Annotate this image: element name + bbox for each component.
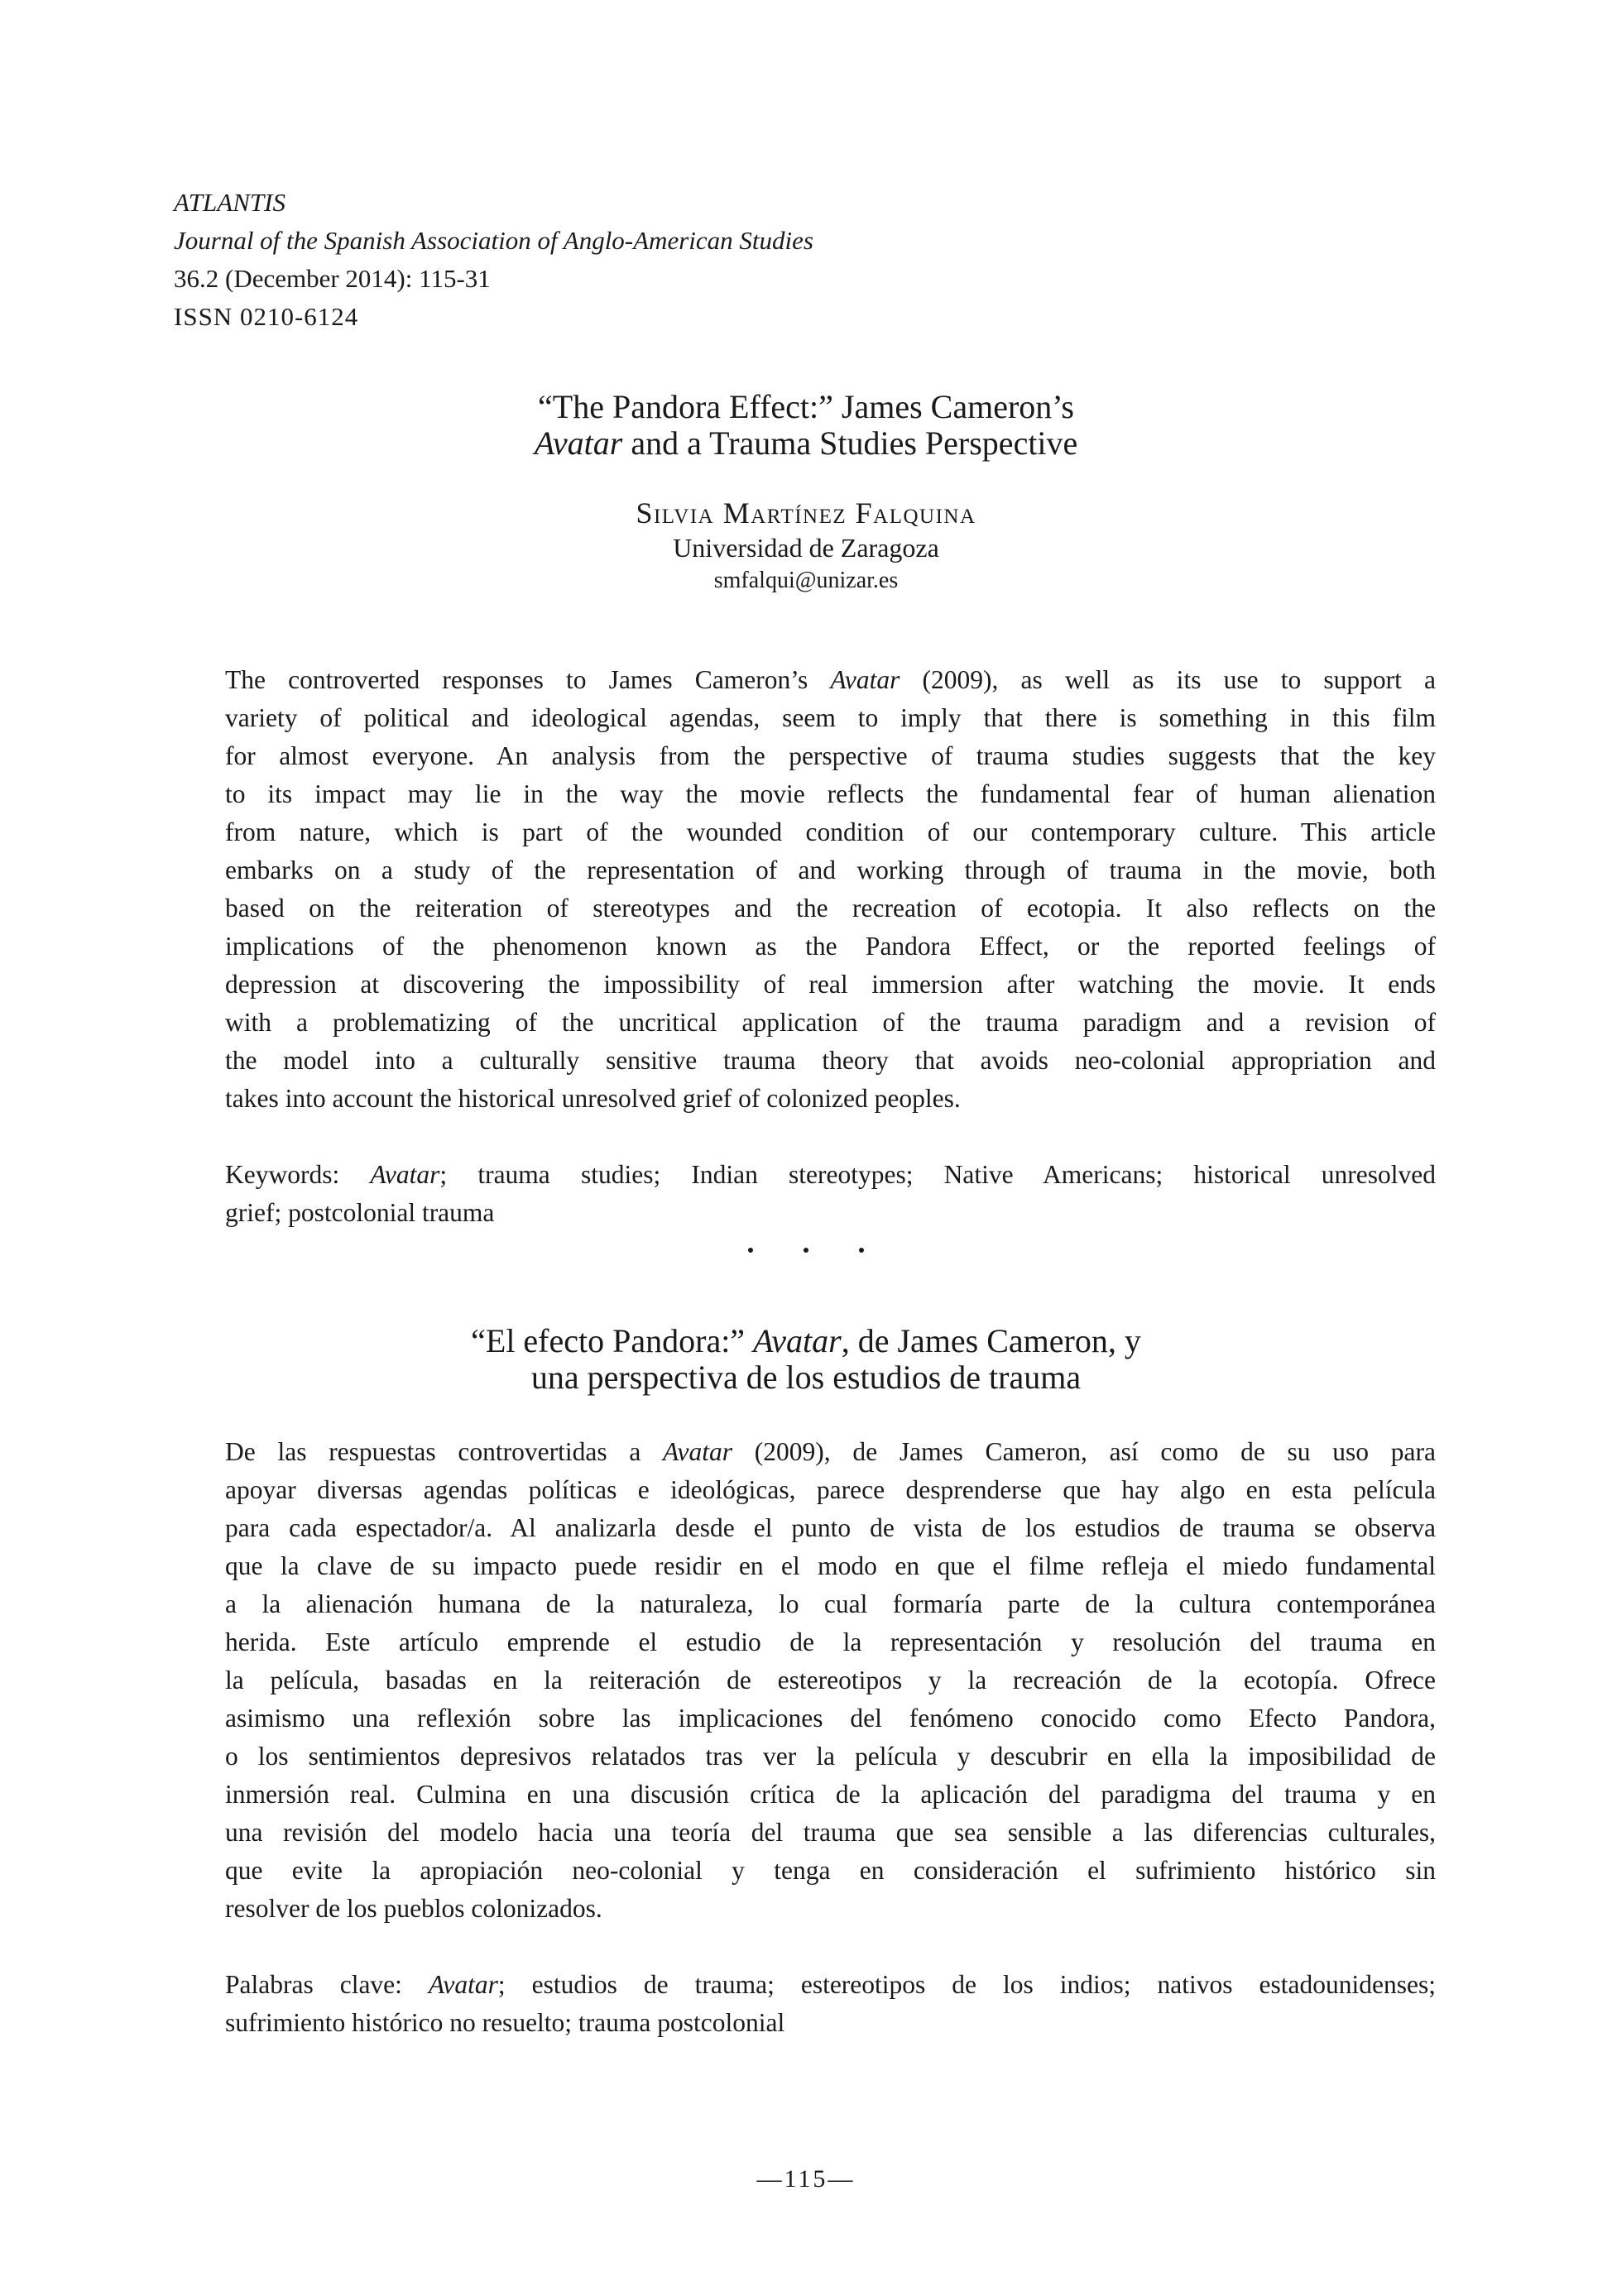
text-line bbox=[225, 661, 1436, 699]
text-segment: grief; postcolonial trauma bbox=[225, 1198, 495, 1227]
italic-title-segment: Avatar bbox=[830, 665, 900, 694]
text-line bbox=[225, 1623, 1436, 1661]
text-line bbox=[225, 1776, 1436, 1814]
title-en-line2 bbox=[392, 425, 1220, 462]
text-segment: ; trauma studies; Indian stereotypes; Native Americans; historical unresolved bbox=[439, 1160, 1436, 1189]
text-segment: the model into a culturally sensitive trauma theory that avoids neo-colonial appropriation and bbox=[225, 1046, 1436, 1075]
text-line bbox=[225, 1042, 1436, 1080]
text-segment: to its impact may lie in the way the movie reflects the fundamental fear of human alienation bbox=[225, 779, 1436, 808]
text-segment: based on the reiteration of stereotypes and the recreation of ecotopia. It also reflects on the bbox=[225, 894, 1436, 923]
text-segment: with a problematizing of the uncritical application of the trauma paradigm and a revision of bbox=[225, 1008, 1436, 1037]
italic-title-segment: Avatar bbox=[663, 1437, 733, 1466]
article-title-es bbox=[392, 1323, 1220, 1396]
text-segment: a la alienación humana de la naturaleza, lo cual formaría parte de la cultura contemporánea bbox=[225, 1589, 1436, 1618]
journal-issn: ISSN 0210-6124 bbox=[174, 302, 359, 331]
journal-issue: 36.2 (December 2014): 115-31 bbox=[174, 264, 491, 293]
text-segment: Palabras clave: bbox=[225, 1970, 429, 1999]
text-line bbox=[225, 699, 1436, 737]
text-line bbox=[225, 813, 1436, 851]
keywords-en bbox=[225, 1156, 1436, 1232]
text-line bbox=[225, 737, 1436, 775]
text-segment: que evite la apropiación neo-colonial y tenga en consideración el sufrimiento histórico sin bbox=[225, 1856, 1436, 1885]
text-line bbox=[225, 1433, 1436, 1471]
author-block bbox=[392, 495, 1220, 597]
text-segment: sufrimiento histórico no resuelto; trauma postcolonial bbox=[225, 2008, 785, 2037]
author-email[interactable]: smfalqui@unizar.es bbox=[713, 568, 899, 593]
title-en-line2-rest: and a Trauma Studies Perspective bbox=[622, 424, 1078, 462]
text-line bbox=[225, 1471, 1436, 1509]
separator-dot bbox=[804, 1248, 808, 1253]
text-segment: depression at discovering the impossibility of real immersion after watching the movie. It ends bbox=[225, 970, 1436, 999]
italic-title-segment: Avatar bbox=[370, 1160, 440, 1189]
text-segment: asimismo una reflexión sobre las implicaciones del fenómeno conocido como Efecto Pandora, bbox=[225, 1704, 1436, 1733]
journal-subtitle: Journal of the Spanish Association of Anglo-American Studies bbox=[174, 226, 813, 255]
text-segment: for almost everyone. An analysis from the perspective of trauma studies suggests that the key bbox=[225, 741, 1436, 770]
text-segment: herida. Este artículo emprende el estudio de la representación y resolución del trauma en bbox=[225, 1627, 1436, 1656]
title-es-line2: una perspectiva de los estudios de trauma bbox=[530, 1359, 1082, 1396]
title-es-italic: Avatar bbox=[753, 1322, 842, 1359]
separator-dot bbox=[748, 1248, 753, 1253]
text-line bbox=[225, 1194, 1436, 1232]
abstract-en bbox=[225, 661, 1436, 1118]
text-segment: from nature, which is part of the wounded condition of our contemporary culture. This article bbox=[225, 817, 1436, 846]
journal-header bbox=[174, 184, 813, 336]
title-en-line1: “The Pandora Effect:” James Cameron’s bbox=[538, 388, 1074, 425]
text-line bbox=[225, 1004, 1436, 1042]
text-segment: una revisión del modelo hacia una teoría del trauma que sea sensible a las diferencias culturales, bbox=[225, 1818, 1436, 1847]
text-line bbox=[225, 851, 1436, 889]
abstract-es bbox=[225, 1433, 1436, 1928]
text-segment: que la clave de su impacto puede residir en el modo en que el filme refleja el miedo fundamental bbox=[225, 1551, 1436, 1580]
italic-title-segment: Avatar bbox=[428, 1970, 498, 1999]
section-separator bbox=[748, 1248, 864, 1273]
text-segment: o los sentimientos depresivos relatados tras ver la película y descubrir en ella la imposibilidad de bbox=[225, 1742, 1436, 1771]
journal-name: ATLANTIS bbox=[174, 188, 285, 217]
text-segment: variety of political and ideological agendas, seem to imply that there is something in this film bbox=[225, 703, 1436, 732]
text-line bbox=[225, 775, 1436, 813]
text-segment: inmersión real. Culmina en una discusión crítica de la aplicación del paradigma del trauma y en bbox=[225, 1780, 1436, 1809]
text-line bbox=[225, 1814, 1436, 1852]
text-line bbox=[225, 1661, 1436, 1699]
text-line bbox=[225, 1966, 1436, 2004]
text-segment: (2009), as well as its use to support a bbox=[900, 665, 1436, 694]
text-line bbox=[225, 1080, 1436, 1118]
article-title-en bbox=[392, 389, 1220, 462]
title-es-line1 bbox=[392, 1323, 1220, 1359]
text-segment: la película, basadas en la reiteración de estereotipos y la recreación de la ecotopía. Ofrece bbox=[225, 1666, 1436, 1694]
author-affiliation: Universidad de Zaragoza bbox=[673, 533, 939, 563]
text-segment: ; estudios de trauma; estereotipos de los indios; nativos estadounidenses; bbox=[497, 1970, 1436, 1999]
text-line bbox=[225, 1852, 1436, 1890]
title-es-line1-pre: “El efecto Pandora:” bbox=[471, 1322, 754, 1359]
keywords-es bbox=[225, 1966, 1436, 2042]
text-line bbox=[225, 1738, 1436, 1776]
text-line bbox=[225, 1156, 1436, 1194]
text-segment: De las respuestas controvertidas a bbox=[225, 1437, 664, 1466]
text-segment: implications of the phenomenon known as the Pandora Effect, or the reported feelings of bbox=[225, 932, 1436, 961]
text-segment: embarks on a study of the representation of and working through of trauma in the movie, both bbox=[225, 856, 1436, 884]
title-en-italic: Avatar bbox=[534, 424, 623, 462]
page-number: —115— bbox=[756, 2165, 856, 2193]
text-segment: takes into account the historical unresolved grief of colonized peoples. bbox=[225, 1084, 961, 1113]
text-line bbox=[225, 1547, 1436, 1585]
text-line bbox=[225, 2004, 1436, 2042]
text-segment: para cada espectador/a. Al analizarla desde el punto de vista de los estudios de trauma se observa bbox=[225, 1513, 1436, 1542]
text-line bbox=[225, 889, 1436, 928]
text-line bbox=[225, 1509, 1436, 1547]
text-line bbox=[225, 928, 1436, 966]
text-segment: resolver de los pueblos colonizados. bbox=[225, 1894, 602, 1923]
text-line bbox=[225, 1890, 1436, 1928]
text-line bbox=[225, 1585, 1436, 1623]
text-line bbox=[225, 1699, 1436, 1738]
text-line bbox=[225, 966, 1436, 1004]
title-es-line1-post: , de James Cameron, y bbox=[841, 1322, 1141, 1359]
text-segment: The controverted responses to James Cameron’s bbox=[225, 665, 831, 694]
text-segment: Keywords: bbox=[225, 1160, 371, 1189]
text-segment: apoyar diversas agendas políticas e ideológicas, parece desprenderse que hay algo en esta película bbox=[225, 1475, 1436, 1504]
separator-dot bbox=[859, 1248, 864, 1253]
text-segment: (2009), de James Cameron, así como de su uso para bbox=[732, 1437, 1436, 1466]
author-name: Silvia Martínez Falquina bbox=[636, 496, 976, 530]
